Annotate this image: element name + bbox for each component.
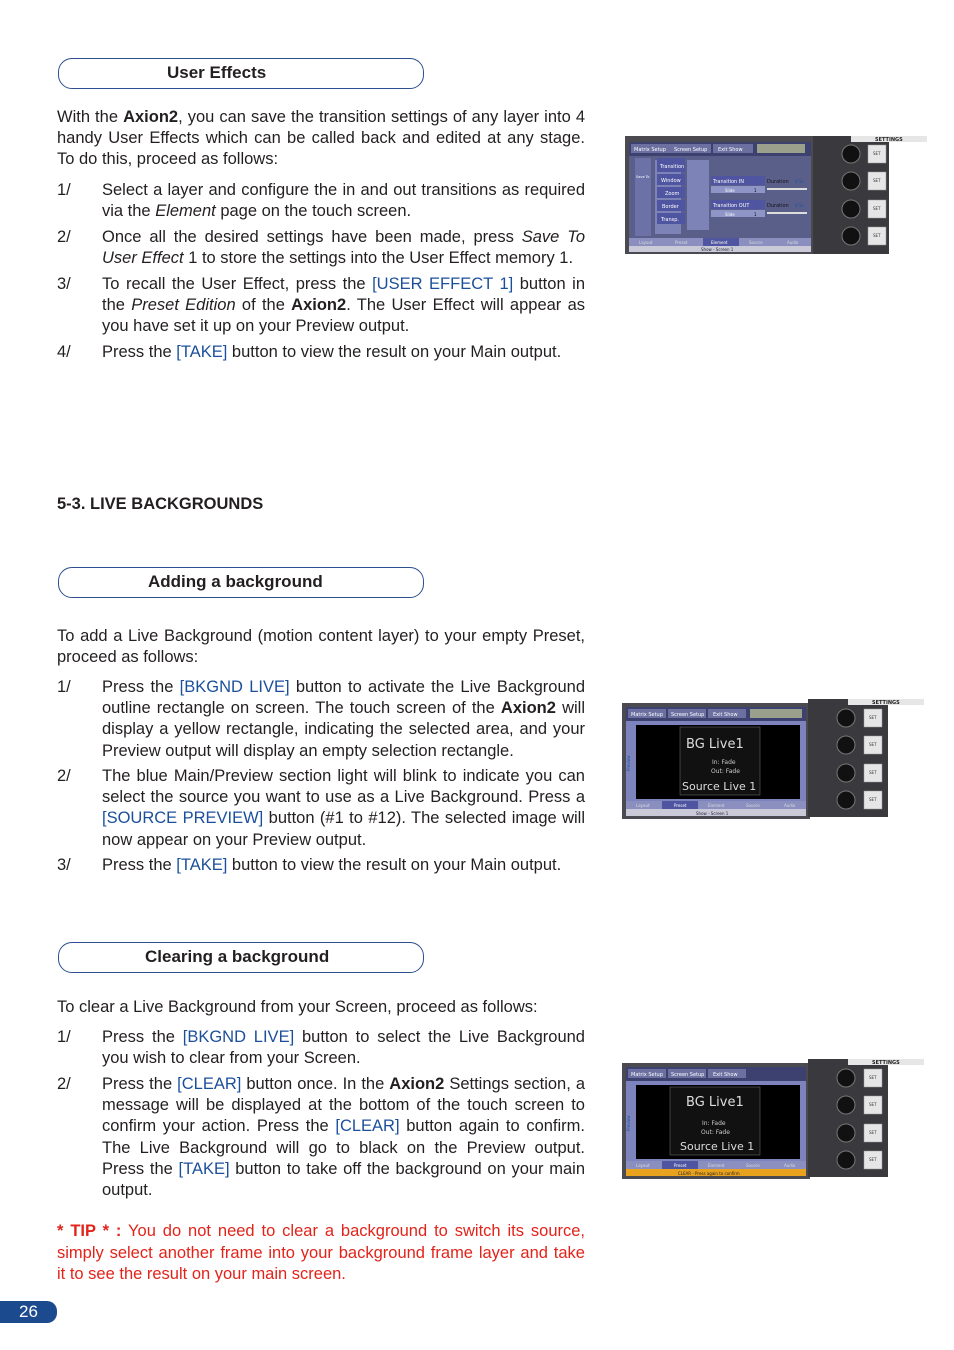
bg-out: Out: Fade (701, 1129, 730, 1136)
clearing-background-box-label: Clearing a background (145, 947, 330, 966)
menu-matrix-setup: Matrix Setup (631, 712, 663, 718)
transition-in-label: Transition IN (713, 179, 744, 185)
user-effects-box (58, 58, 424, 89)
menu-exit-show: Exit Show (713, 1072, 738, 1078)
tab-preset: Preset (674, 803, 687, 808)
set-button-label: SET (869, 770, 877, 775)
settings-label: SETTINGS (872, 1060, 900, 1066)
tab-preset: Preset (675, 240, 688, 245)
bg-live-title: BG Live1 (686, 1095, 744, 1110)
menu-screen-setup: Screen Setup (674, 147, 708, 153)
preview-side-label: Preview (626, 755, 631, 771)
section-heading: 5-3. LIVE BACKGROUNDS (57, 495, 264, 513)
set-button-label: SET (873, 178, 881, 183)
bg-in: In: Fade (702, 1120, 726, 1127)
tab-audio: Audio (784, 803, 796, 808)
save-to-label: Save To (636, 175, 650, 179)
duration-out-value: 0.5s (795, 203, 804, 208)
set-button-label: SET (869, 1102, 877, 1107)
preview-side-label: Preview (626, 1115, 631, 1131)
status-show: Show - Screen 1 (696, 811, 729, 816)
touchscreen-clear-screenshot (622, 1059, 924, 1181)
tab-element: Element (708, 803, 725, 808)
tab-layout: Layout (636, 803, 650, 808)
set-button-label: SET (873, 151, 881, 156)
touchscreen-element-screenshot (625, 136, 927, 256)
tab-border: Border (662, 204, 679, 210)
transition-in-step: 1 (754, 188, 757, 193)
bg-out: Out: Fade (711, 768, 740, 775)
tab-transp: Transp. (661, 217, 679, 223)
clearing-intro: To clear a Live Background from your Screen, proceed as follows: (57, 998, 538, 1016)
tab-element: Element (711, 240, 728, 245)
clearing-background-box (58, 942, 424, 973)
duration-in-value: 0.5s (795, 179, 804, 184)
bg-source: Source Live 1 (680, 1140, 755, 1153)
transition-out-type: Slide (725, 212, 735, 217)
tab-layout: Layout (636, 1163, 650, 1168)
menu-screen-setup: Screen Setup (671, 1072, 705, 1078)
menu-screen-setup: Screen Setup (671, 712, 705, 718)
settings-label: SETTINGS (875, 137, 903, 143)
tab-audio: Audio (787, 240, 799, 245)
set-button-label: SET (869, 742, 877, 747)
tip-note: * TIP * : You do not need to clear a background to switch its source, simply select another frame into your background frame layer and take it to see the result on your main screen. (57, 1222, 585, 1283)
bg-source: Source Live 1 (682, 780, 757, 793)
set-button-label: SET (869, 1075, 877, 1080)
user-effects-box-label: User Effects (167, 63, 267, 82)
set-button-label: SET (869, 797, 877, 802)
transition-out-label: Transition OUT (713, 203, 750, 209)
adding-background-box (58, 567, 424, 598)
menu-matrix-setup: Matrix Setup (634, 147, 666, 153)
tab-element: Element (708, 1163, 725, 1168)
set-button-label: SET (869, 715, 877, 720)
bg-in: In: Fade (712, 759, 736, 766)
user-effects-intro: With the Axion2, you can save the transition settings of any layer into 4 handy User Effects which can be called back and edited at any stage. To do this, proceed as follows: (57, 108, 586, 169)
tab-source: Source (749, 240, 763, 245)
settings-label: SETTINGS (872, 700, 900, 706)
page-number: 26 (0, 1301, 57, 1323)
tab-window: Window (661, 178, 681, 184)
clear-confirm-message: CLEAR - Press again to confirm (678, 1171, 740, 1176)
bg-live-title: BG Live1 (686, 737, 744, 752)
transition-in-type: Slide (725, 188, 735, 193)
touchscreen-bg-live-screenshot (622, 699, 924, 819)
adding-intro: To add a Live Background (motion content layer) to your empty Preset, proceed as follows: (57, 627, 585, 667)
tab-layout: Layout (639, 240, 653, 245)
tab-source: Source (746, 1163, 760, 1168)
transition-out-step: 1 (754, 212, 757, 217)
set-button-label: SET (869, 1130, 877, 1135)
duration-out-label: Duration (767, 203, 789, 209)
tab-audio: Audio (784, 1163, 796, 1168)
tab-preset: Preset (674, 1163, 687, 1168)
tab-source: Source (746, 803, 760, 808)
menu-exit-show: Exit Show (713, 712, 738, 718)
adding-background-box-label: Adding a background (148, 572, 323, 591)
set-button-label: SET (869, 1157, 877, 1162)
set-button-label: SET (873, 206, 881, 211)
status-show: Show - Screen 1 (701, 247, 734, 252)
tab-transition: Transition (660, 164, 685, 170)
menu-exit-show: Exit Show (718, 147, 743, 153)
menu-matrix-setup: Matrix Setup (631, 1072, 663, 1078)
duration-in-label: Duration (767, 179, 789, 185)
tab-zoom: Zoom (665, 191, 680, 197)
set-button-label: SET (873, 233, 881, 238)
